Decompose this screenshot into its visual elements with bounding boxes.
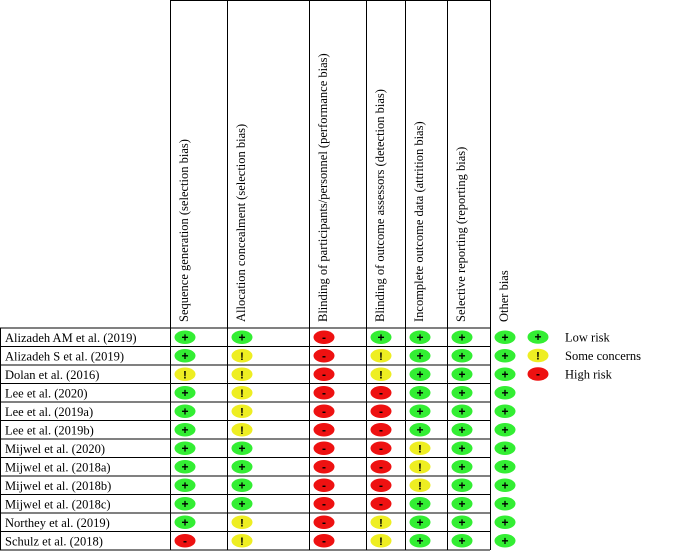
rating-symbol: + [458,441,466,456]
rating-symbol: + [458,459,466,474]
rating-symbol: - [379,441,383,456]
rating-symbol: + [501,441,509,456]
rating-symbol: + [238,496,246,511]
rating-symbol: + [181,385,189,400]
rating-symbol: + [181,478,189,493]
study-row [5,478,516,493]
rating-symbol: + [181,330,189,345]
rating-symbol: ! [240,517,244,530]
rating-symbol: ! [240,406,244,419]
legend-item-some [528,349,642,363]
rating-symbol: + [458,478,466,493]
rating-symbol: ! [418,461,422,474]
rating-symbol: ! [240,350,244,363]
rating-symbol: + [501,496,509,511]
rating-symbol: ! [240,369,244,382]
rating-symbol: ! [379,517,383,530]
rating-symbol: + [181,441,189,456]
rating-symbol: + [501,404,509,419]
rating-symbol: - [183,533,187,548]
rating-symbol: + [458,422,466,437]
rating-symbol: + [416,422,424,437]
rating-symbol: - [322,348,326,363]
rating-symbol: - [379,496,383,511]
rating-symbol: + [501,478,509,493]
study-row [5,534,516,549]
study-name: Lee et al. (2019a) [5,404,94,419]
rating-symbol: - [322,441,326,456]
rating-symbol: + [458,404,466,419]
rating-symbol: + [238,459,246,474]
domain-header: Sequence generation (selection bias) [177,139,191,322]
rating-symbol: + [416,496,424,511]
rating-symbol: + [458,515,466,530]
rating-symbol: + [458,496,466,511]
rating-symbol: + [501,330,509,345]
domain-header: Other bias [497,270,511,322]
rating-symbol: + [458,533,466,548]
rating-symbol: + [458,348,466,363]
domain-header: Blinding of participants/personnel (performance bias) [316,53,330,322]
rating-symbol: + [416,404,424,419]
legend-item-low [528,330,611,344]
rating-symbol: + [181,459,189,474]
rating-symbol: + [501,515,509,530]
rating-symbol: ! [240,387,244,400]
study-name: Dolan et al. (2016) [5,367,100,382]
rating-symbol: + [416,330,424,345]
study-row [5,404,516,419]
study-name: Mijwel et al. (2018b) [5,478,112,493]
rating-symbol: + [501,348,509,363]
rating-symbol: + [238,441,246,456]
legend-symbol: ! [536,350,540,363]
rating-symbol: ! [240,424,244,437]
rating-symbol: + [458,330,466,345]
study-row [5,386,516,401]
study-name: Mijwel et al. (2018a) [5,460,111,475]
study-row [5,460,516,475]
rating-symbol: - [322,422,326,437]
rating-symbol: + [458,367,466,382]
study-row [5,349,516,364]
rating-symbol: - [322,533,326,548]
legend-label: Low risk [565,330,610,345]
study-name: Schulz et al. (2018) [5,534,103,549]
rating-symbol: + [181,496,189,511]
rating-symbol: + [416,533,424,548]
rating-symbol: - [379,422,383,437]
rating-symbol: + [181,404,189,419]
rating-symbol: - [322,515,326,530]
study-name: Alizadeh S et al. (2019) [5,349,125,364]
study-row [5,515,516,530]
rating-symbol: - [322,478,326,493]
rating-symbol: - [322,330,326,345]
legend [528,330,642,381]
rating-symbol: ! [379,350,383,363]
domain-header: Selective reporting (reporting bias) [454,146,468,322]
rating-symbol: + [181,422,189,437]
rating-symbol: + [181,348,189,363]
study-row [5,441,516,456]
rating-symbol: + [416,515,424,530]
study-row [5,367,516,382]
rating-symbol: + [501,533,509,548]
rating-symbol: ! [183,369,187,382]
rating-symbol: + [238,330,246,345]
domain-header: Allocation concealment (selection bias) [234,123,248,322]
rating-symbol: ! [418,443,422,456]
legend-symbol: - [536,367,540,382]
rating-symbol: + [416,385,424,400]
rating-symbol: - [379,478,383,493]
legend-item-high [528,367,613,381]
study-name: Mijwel et al. (2020) [5,441,105,456]
rating-symbol: ! [379,535,383,548]
rating-symbol: + [501,422,509,437]
rating-symbol: - [379,404,383,419]
study-name: Alizadeh AM et al. (2019) [5,330,137,345]
rating-symbol: + [501,459,509,474]
rating-symbol: + [238,478,246,493]
rating-symbol: - [322,367,326,382]
study-row [5,330,516,345]
rating-symbol: - [379,385,383,400]
rating-symbol: + [501,385,509,400]
rating-symbol: - [322,496,326,511]
legend-label: High risk [565,367,612,382]
study-row [5,497,516,512]
rating-symbol: ! [240,535,244,548]
rating-symbol: - [379,459,383,474]
rating-symbol: + [501,367,509,382]
rating-symbol: + [181,515,189,530]
rating-symbol: ! [379,369,383,382]
rating-symbol: + [377,330,385,345]
study-name: Lee et al. (2020) [5,386,88,401]
legend-symbol: + [534,330,542,345]
legend-label: Some concerns [565,349,642,363]
rating-symbol: + [458,385,466,400]
rating-symbol: - [322,385,326,400]
rating-symbol: ! [418,480,422,493]
rating-symbol: + [416,367,424,382]
rating-symbol: + [416,348,424,363]
study-row [5,423,516,438]
study-name: Lee et al. (2019b) [5,423,94,438]
domain-header: Blinding of outcome assessors (detection bias) [373,89,387,322]
rating-symbol: - [322,459,326,474]
rating-symbol: - [322,404,326,419]
study-name: Northey et al. (2019) [5,515,110,530]
domain-header: Incomplete outcome data (attrition bias) [412,121,426,322]
study-name: Mijwel et al. (2018c) [5,497,111,512]
